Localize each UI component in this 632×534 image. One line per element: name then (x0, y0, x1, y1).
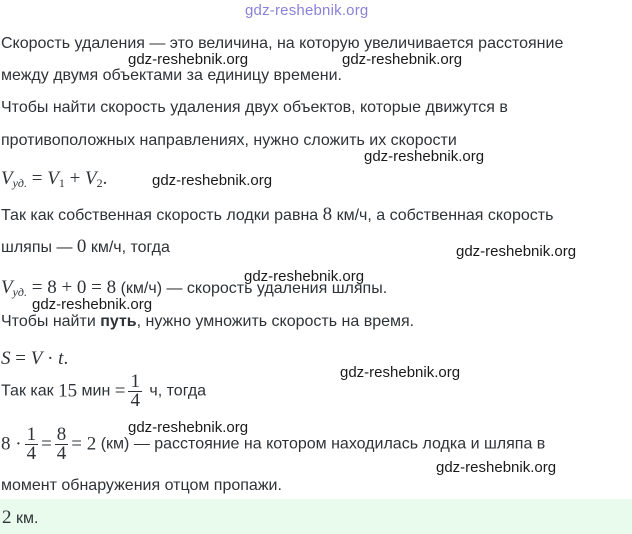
calculation-line: 8 · $\frac{1}{4}$ = $\frac{8}{4}$ = 2 (км) — расстояние на котором находилась лодка и шляпа в (1, 424, 546, 464)
given-line-2: шляпы — 0 км/ч, тогда (1, 236, 170, 257)
path-rule-line: Чтобы найти путь, нужно умножить скорость на время. (1, 313, 415, 330)
fraction-1-4: $\frac{1}{4}$ (26, 424, 37, 464)
method-line-2: противоположных направлениях, нужно сложить их скорости (1, 132, 457, 149)
watermark: gdz-reshebnik.org (244, 268, 365, 285)
watermark: gdz-reshebnik.org (128, 51, 249, 68)
watermark: gdz-reshebnik.org (436, 459, 557, 476)
definition-line-2: между двумя объектами за единицу времени. (1, 67, 342, 84)
watermark: gdz-reshebnik.org (456, 243, 577, 260)
formula-hat-speed: $V_{уд.} = 8 + 0 = 8$ (км/ч) — скорость удаления шляпы. (1, 277, 388, 299)
watermark: gdz-reshebnik.org (32, 296, 153, 313)
given-line-1: Так как собственная скорость лодки равна 8 км/ч, а собственная скорость (1, 204, 554, 225)
watermark-top: gdz-reshebnik.org (245, 2, 369, 19)
answer-text: 2 км. (2, 507, 39, 528)
fraction-one-quarter: $\frac{1}{4}$ (130, 371, 140, 411)
time-conversion-line: Так как 15 мин = $\frac{1}{4}$ ч, тогда (1, 371, 207, 411)
formula-removal-speed: $V_{уд.} = V_1 + V_2$. (1, 168, 108, 190)
watermark: gdz-reshebnik.org (128, 419, 249, 436)
answer-box (0, 499, 632, 534)
fraction-8-4: $\frac{8}{4}$ (56, 424, 67, 464)
method-line-1: Чтобы найти скорость удаления двух объектов, которые движутся в (1, 99, 508, 116)
watermark: gdz-reshebnik.org (342, 51, 463, 68)
calculation-line-2: момент обнаружения отцом пропажи. (1, 477, 282, 494)
definition-line-1: Скорость удаления — это величина, на которую увеличивается расстояние (1, 35, 564, 52)
formula-distance: S = V · t. (1, 348, 69, 369)
watermark: gdz-reshebnik.org (152, 172, 273, 189)
watermark: gdz-reshebnik.org (364, 148, 485, 165)
watermark: gdz-reshebnik.org (340, 364, 461, 381)
